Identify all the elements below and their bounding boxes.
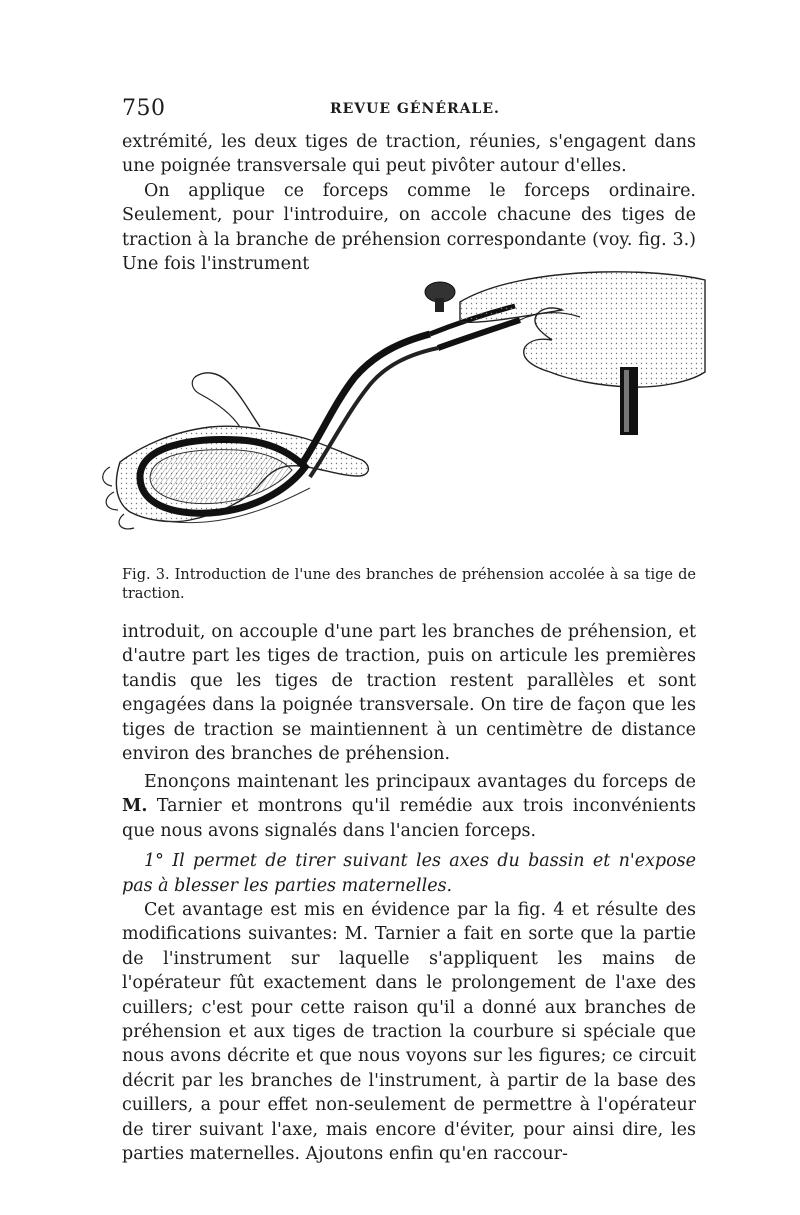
figure-caption: Fig. 3. Introduction de l'une des branches de préhension accolée à sa tige de traction. [122,567,696,602]
paragraph: Cet avantage est mis en évidence par la fig. 4 et résulte des modifications suivantes: M. Tarnier a fait en sorte que la partie de l'instrument sur laquelle s'appliquent les mains de l'opérateur fût exactement dans le prolongement de l'axe des cuillers; c'est pour cette raison qu'il a donné aux branches de préhension et aux tiges de traction la courbure si spéciale que nous avons décrite et que nous voyons sur les figures; ce circuit décrit par les branches de l'instrument, à partir de la base des cuillers, a pour effet non-seulement de permettre à l'opérateur de tirer suivant l'axe, mais encore d'éviter, pour ainsi dire, les parties maternelles. Ajoutons enfin qu'en raccour- [122,900,696,1165]
forceps-engraving [100,262,710,562]
paragraph-text: M. [122,796,148,817]
paragraph: extrémité, les deux tiges de traction, réunies, s'engagent dans une poignée transversale qui peut pivôter autour d'elles. [122,132,696,177]
paragraph-avantages [122,770,696,843]
forceps-blade [140,306,520,513]
page-header [122,96,696,126]
forceps-screw [425,282,455,312]
traction-handle [620,367,638,435]
numbered-point-heading: 1° Il permet de tirer suivant les axes du bassin et n'expose pas à blesser les parties maternelles. [122,851,696,896]
page-number: 750 [122,96,166,121]
paragraph: introduit, on accouple d'une part les branches de préhension, et d'autre part les tiges de traction, puis on articule les premières tandis que les tiges de traction restent parallèles et sont engagées dans la poignée transversale. On tire de façon que les tiges de traction se maintiennent à un centimètre de distance environ des branches de préhension. [122,622,696,765]
paragraph-text: Enonçons maintenant les principaux avantages du forceps de [144,772,696,792]
text-block-middle [122,620,696,766]
text-block-bottom [122,770,696,1167]
running-head: REVUE GÉNÉRALE. [330,101,500,117]
figure-forceps-illustration [100,262,710,562]
text-block-top [122,130,696,276]
paragraph-text: Tarnier et montrons qu'il remédie aux trois inconvénients que nous avons signalés dans l'ancien forceps. [122,796,696,841]
paragraph: On applique ce forceps comme le forceps ordinaire. Seulement, pour l'introduire, on accole chacune des tiges de traction à la branche de préhension correspondante (voy. fig. 3.) Une fois l'instrument [122,180,696,275]
